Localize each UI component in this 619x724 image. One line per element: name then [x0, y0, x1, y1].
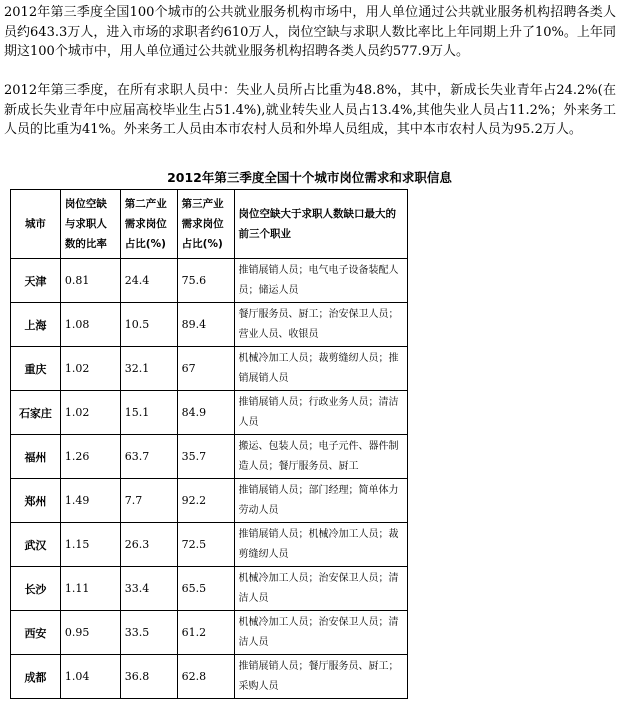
- cell-secondary: 10.5: [120, 303, 177, 347]
- cell-ratio: 1.08: [60, 303, 120, 347]
- table-row: [11, 655, 408, 699]
- cell-occupations: 推销展销人员；电气电子设备装配人员；储运人员: [234, 259, 407, 303]
- cell-city: 成都: [11, 655, 61, 699]
- table-row: [11, 347, 408, 391]
- cell-tertiary: 72.5: [177, 523, 234, 567]
- cell-occupations: 机械冷加工人员；治安保卫人员；清洁人员: [234, 611, 407, 655]
- city-jobs-table: [10, 189, 408, 699]
- cell-occupations: 机械冷加工人员；治安保卫人员；清洁人员: [234, 567, 407, 611]
- cell-ratio: 0.81: [60, 259, 120, 303]
- cell-occupations: 餐厅服务员、厨工；治安保卫人员；营业人员、收银员: [234, 303, 407, 347]
- cell-tertiary: 67: [177, 347, 234, 391]
- cell-ratio: 1.49: [60, 479, 120, 523]
- cell-secondary: 33.5: [120, 611, 177, 655]
- cell-secondary: 36.8: [120, 655, 177, 699]
- table-row: [11, 435, 408, 479]
- table-row: [11, 259, 408, 303]
- cell-city: 上海: [11, 303, 61, 347]
- header-ratio: 岗位空缺与求职人数的比率: [60, 190, 120, 259]
- cell-occupations: 推销展销人员；行政业务人员；清洁人员: [234, 391, 407, 435]
- cell-ratio: 0.95: [60, 611, 120, 655]
- cell-city: 武汉: [11, 523, 61, 567]
- cell-ratio: 1.26: [60, 435, 120, 479]
- cell-tertiary: 35.7: [177, 435, 234, 479]
- job-seeker-paragraph: 2012年第三季度，在所有求职人员中：失业人员所占比重为48.8%，其中，新成长失业青年占24.2%(在新成长失业青年中应届高校毕业生占51.4%),就业转失业人员占13.4%,其他失业人员占11.2%；外来务工人员的比重为41%。外来务工人员由本市农村人员和外埠人员组成，其中本市农村人员为95.2万人。: [4, 83, 616, 137]
- cell-city: 福州: [11, 435, 61, 479]
- cell-occupations: 搬运、包装人员；电子元件、器件制造人员；餐厅服务员、厨工: [234, 435, 407, 479]
- table-row: [11, 611, 408, 655]
- cell-tertiary: 62.8: [177, 655, 234, 699]
- cell-tertiary: 65.5: [177, 567, 234, 611]
- cell-secondary: 26.3: [120, 523, 177, 567]
- cell-city: 重庆: [11, 347, 61, 391]
- table-row: [11, 567, 408, 611]
- cell-city: 天津: [11, 259, 61, 303]
- cell-secondary: 15.1: [120, 391, 177, 435]
- header-top-occupations: 岗位空缺大于求职人数缺口最大的前三个职业: [234, 190, 407, 259]
- cell-occupations: 推销展销人员；部门经理；简单体力劳动人员: [234, 479, 407, 523]
- header-secondary-share: 第二产业需求岗位占比(%): [120, 190, 177, 259]
- cell-city: 西安: [11, 611, 61, 655]
- cell-ratio: 1.15: [60, 523, 120, 567]
- cell-tertiary: 75.6: [177, 259, 234, 303]
- cell-city: 石家庄: [11, 391, 61, 435]
- table-row: [11, 303, 408, 347]
- cell-secondary: 7.7: [120, 479, 177, 523]
- table-title: 2012年第三季度全国十个城市岗位需求和求职信息: [167, 170, 452, 185]
- cell-city: 长沙: [11, 567, 61, 611]
- cell-tertiary: 84.9: [177, 391, 234, 435]
- cell-secondary: 24.4: [120, 259, 177, 303]
- cell-tertiary: 92.2: [177, 479, 234, 523]
- table-row: [11, 523, 408, 567]
- cell-ratio: 1.11: [60, 567, 120, 611]
- header-city: 城市: [11, 190, 61, 259]
- cell-tertiary: 89.4: [177, 303, 234, 347]
- header-tertiary-share: 第三产业需求岗位占比(%): [177, 190, 234, 259]
- cell-secondary: 33.4: [120, 567, 177, 611]
- cell-secondary: 63.7: [120, 435, 177, 479]
- cell-ratio: 1.02: [60, 391, 120, 435]
- table-row: [11, 479, 408, 523]
- cell-occupations: 推销展销人员；餐厅服务员、厨工；采购人员: [234, 655, 407, 699]
- table-header-row: [11, 190, 408, 259]
- cell-ratio: 1.02: [60, 347, 120, 391]
- intro-paragraph: 2012年第三季度全国100个城市的公共就业服务机构市场中，用人单位通过公共就业服务机构招聘各类人员约643.3万人，进入市场的求职者约610万人，岗位空缺与求职人数比率比上年同期上升了10%。上年同期这100个城市中，用人单位通过公共就业服务机构招聘各类人员约577.9万人。: [4, 5, 616, 59]
- cell-occupations: 机械冷加工人员；裁剪缝纫人员；推销展销人员: [234, 347, 407, 391]
- cell-tertiary: 61.2: [177, 611, 234, 655]
- cell-secondary: 32.1: [120, 347, 177, 391]
- table-row: [11, 391, 408, 435]
- cell-occupations: 推销展销人员；机械冷加工人员；裁剪缝纫人员: [234, 523, 407, 567]
- cell-city: 郑州: [11, 479, 61, 523]
- cell-ratio: 1.04: [60, 655, 120, 699]
